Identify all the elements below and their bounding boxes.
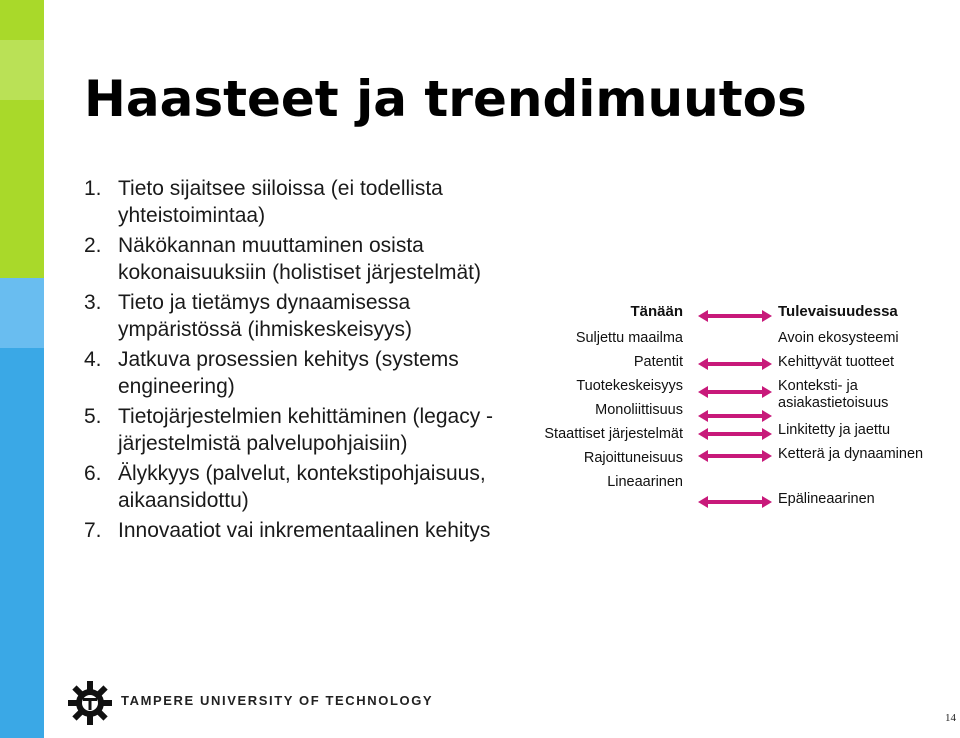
list-number: 2. (84, 234, 102, 257)
today-item: Rajoittuneisuus (583, 450, 683, 466)
list-text: Tieto sijaitsee siiloissa (ei todellista yhteistoimintaa) (118, 177, 443, 227)
list-item (84, 347, 504, 400)
future-column (778, 303, 958, 507)
list-text: Tieto ja tietämys dynaamisessa ympäristössä (ihmiskeskeisyys) (118, 291, 413, 341)
list-number: 3. (84, 291, 102, 314)
today-header: Tänään (630, 303, 683, 320)
future-item: Kehittyvät tuotteet (778, 354, 895, 370)
future-item: Ketterä ja dynaaminen (778, 446, 924, 462)
accent-stripe-highlight (0, 40, 44, 100)
today-item: Tuotekeskeisyys (576, 378, 683, 394)
university-name: TAMPERE UNIVERSITY OF TECHNOLOGY (121, 693, 434, 708)
today-item: Staattiset järjestelmät (544, 426, 683, 442)
future-item: Epälineaarinen (778, 491, 875, 507)
gear-logo-icon (68, 681, 112, 725)
page-number: 14 (945, 712, 956, 724)
list-item (84, 233, 504, 286)
list-item (84, 290, 504, 343)
double-arrow-icon (698, 428, 772, 440)
list-number: 1. (84, 177, 102, 200)
today-item: Patentit (633, 354, 683, 370)
list-text: Tietojärjestelmien kehittäminen (legacy - järjestelmistä palvelupohjaisiin) (118, 405, 494, 455)
list-number: 6. (84, 462, 102, 485)
list-text: Jatkuva prosessien kehitys (systems engineering) (118, 348, 459, 398)
double-arrow-icon (698, 310, 772, 322)
today-item: Lineaarinen (607, 474, 683, 490)
list-item (84, 518, 504, 545)
future-item: Avoin ekosysteemi (778, 330, 899, 346)
double-arrow-icon (698, 496, 772, 508)
double-arrow-icon (698, 450, 772, 462)
double-arrow-icon (698, 358, 772, 370)
comparison-arrows (698, 300, 772, 520)
today-item: Suljettu maailma (575, 330, 683, 346)
list-number: 4. (84, 348, 102, 371)
challenge-list (84, 176, 504, 549)
list-text: Älykkyys (palvelut, kontekstipohjaisuus, aikaansidottu) (118, 462, 486, 512)
list-number: 7. (84, 519, 102, 542)
future-header: Tulevaisuudessa (778, 303, 898, 320)
double-arrow-icon (698, 386, 772, 398)
list-item (84, 404, 504, 457)
today-column (515, 303, 683, 490)
list-number: 5. (84, 405, 102, 428)
list-item (84, 461, 504, 514)
list-item (84, 176, 504, 229)
list-text: Innovaatiot vai inkrementaalinen kehitys (118, 519, 491, 542)
list-text: Näkökannan muuttaminen osista kokonaisuuksiin (holistiset järjestelmät) (118, 234, 481, 284)
slide-title: Haasteet ja trendimuutos (84, 70, 807, 128)
accent-stripe-blue-highlight (0, 278, 44, 348)
future-item: Konteksti- ja asiakastietoisuus (778, 378, 889, 411)
double-arrow-icon (698, 410, 772, 422)
future-item: Linkitetty ja jaettu (778, 422, 891, 438)
today-item: Monoliittisuus (595, 402, 683, 418)
